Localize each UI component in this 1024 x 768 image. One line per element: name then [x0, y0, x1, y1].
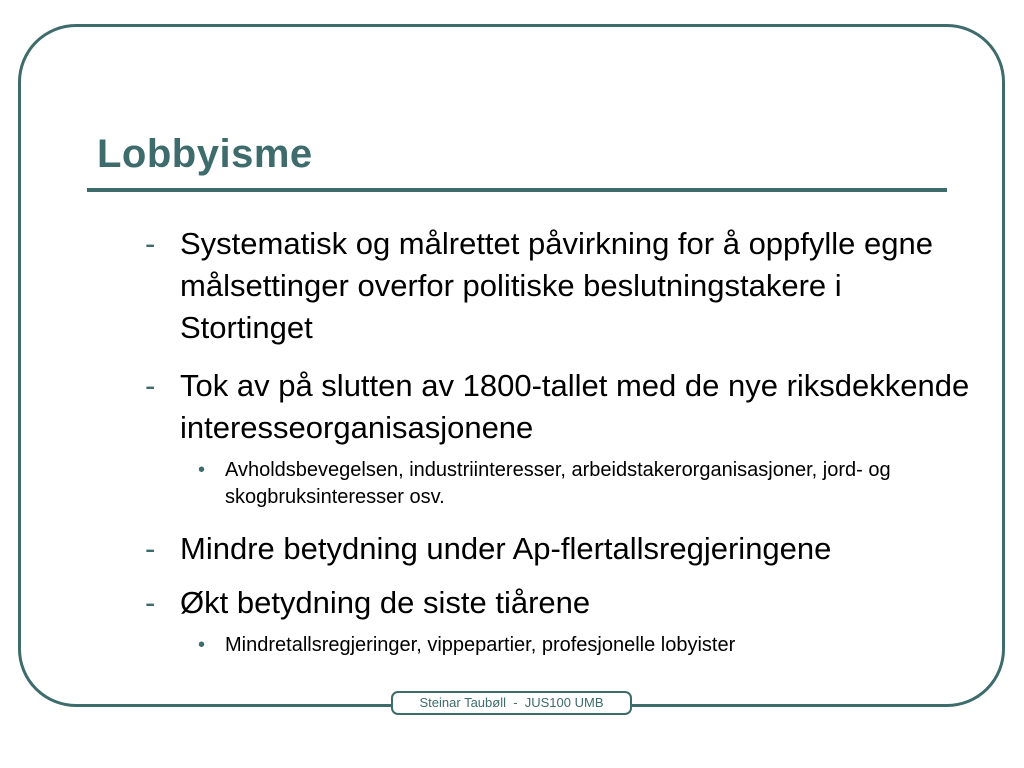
- dash-marker: -: [145, 226, 156, 261]
- sub-bullet-item: [198, 632, 965, 659]
- bullet-text: Tok av på slutten av 1800-tallet med de nye riksdekkende interesseorganisasjonene: [180, 368, 970, 445]
- bullet-dot-icon: •: [198, 634, 206, 656]
- sub-bullet-item: [198, 457, 965, 511]
- dash-marker: -: [145, 368, 156, 403]
- bullet-item: [145, 582, 980, 624]
- bullet-item: [145, 365, 980, 449]
- sub-bullet-text: Mindretallsregjeringer, vippepartier, profesjonelle lobyister: [225, 634, 736, 656]
- bullet-text: Mindre betydning under Ap-flertallsregjeringene: [180, 531, 832, 566]
- bullet-text: Systematisk og målrettet påvirkning for å oppfylle egne målsettinger overfor politiske beslutningstakere i Stortinget: [180, 226, 933, 345]
- dash-marker: -: [145, 531, 156, 566]
- bullet-dot-icon: •: [198, 459, 206, 481]
- sub-bullet-text: Avholdsbevegelsen, industriinteresser, arbeidstakerorganisasjoner, jord- og skogbruksinteresser osv.: [225, 459, 891, 508]
- title-underline: [87, 188, 947, 192]
- bullet-item: [145, 223, 980, 349]
- slide-footer: Steinar Taubøll - JUS100 UMB: [391, 691, 632, 715]
- bullet-item: [145, 528, 980, 570]
- slide-title: Lobbyisme: [97, 132, 313, 176]
- bullet-text: Økt betydning de siste tiårene: [180, 585, 591, 620]
- dash-marker: -: [145, 585, 156, 620]
